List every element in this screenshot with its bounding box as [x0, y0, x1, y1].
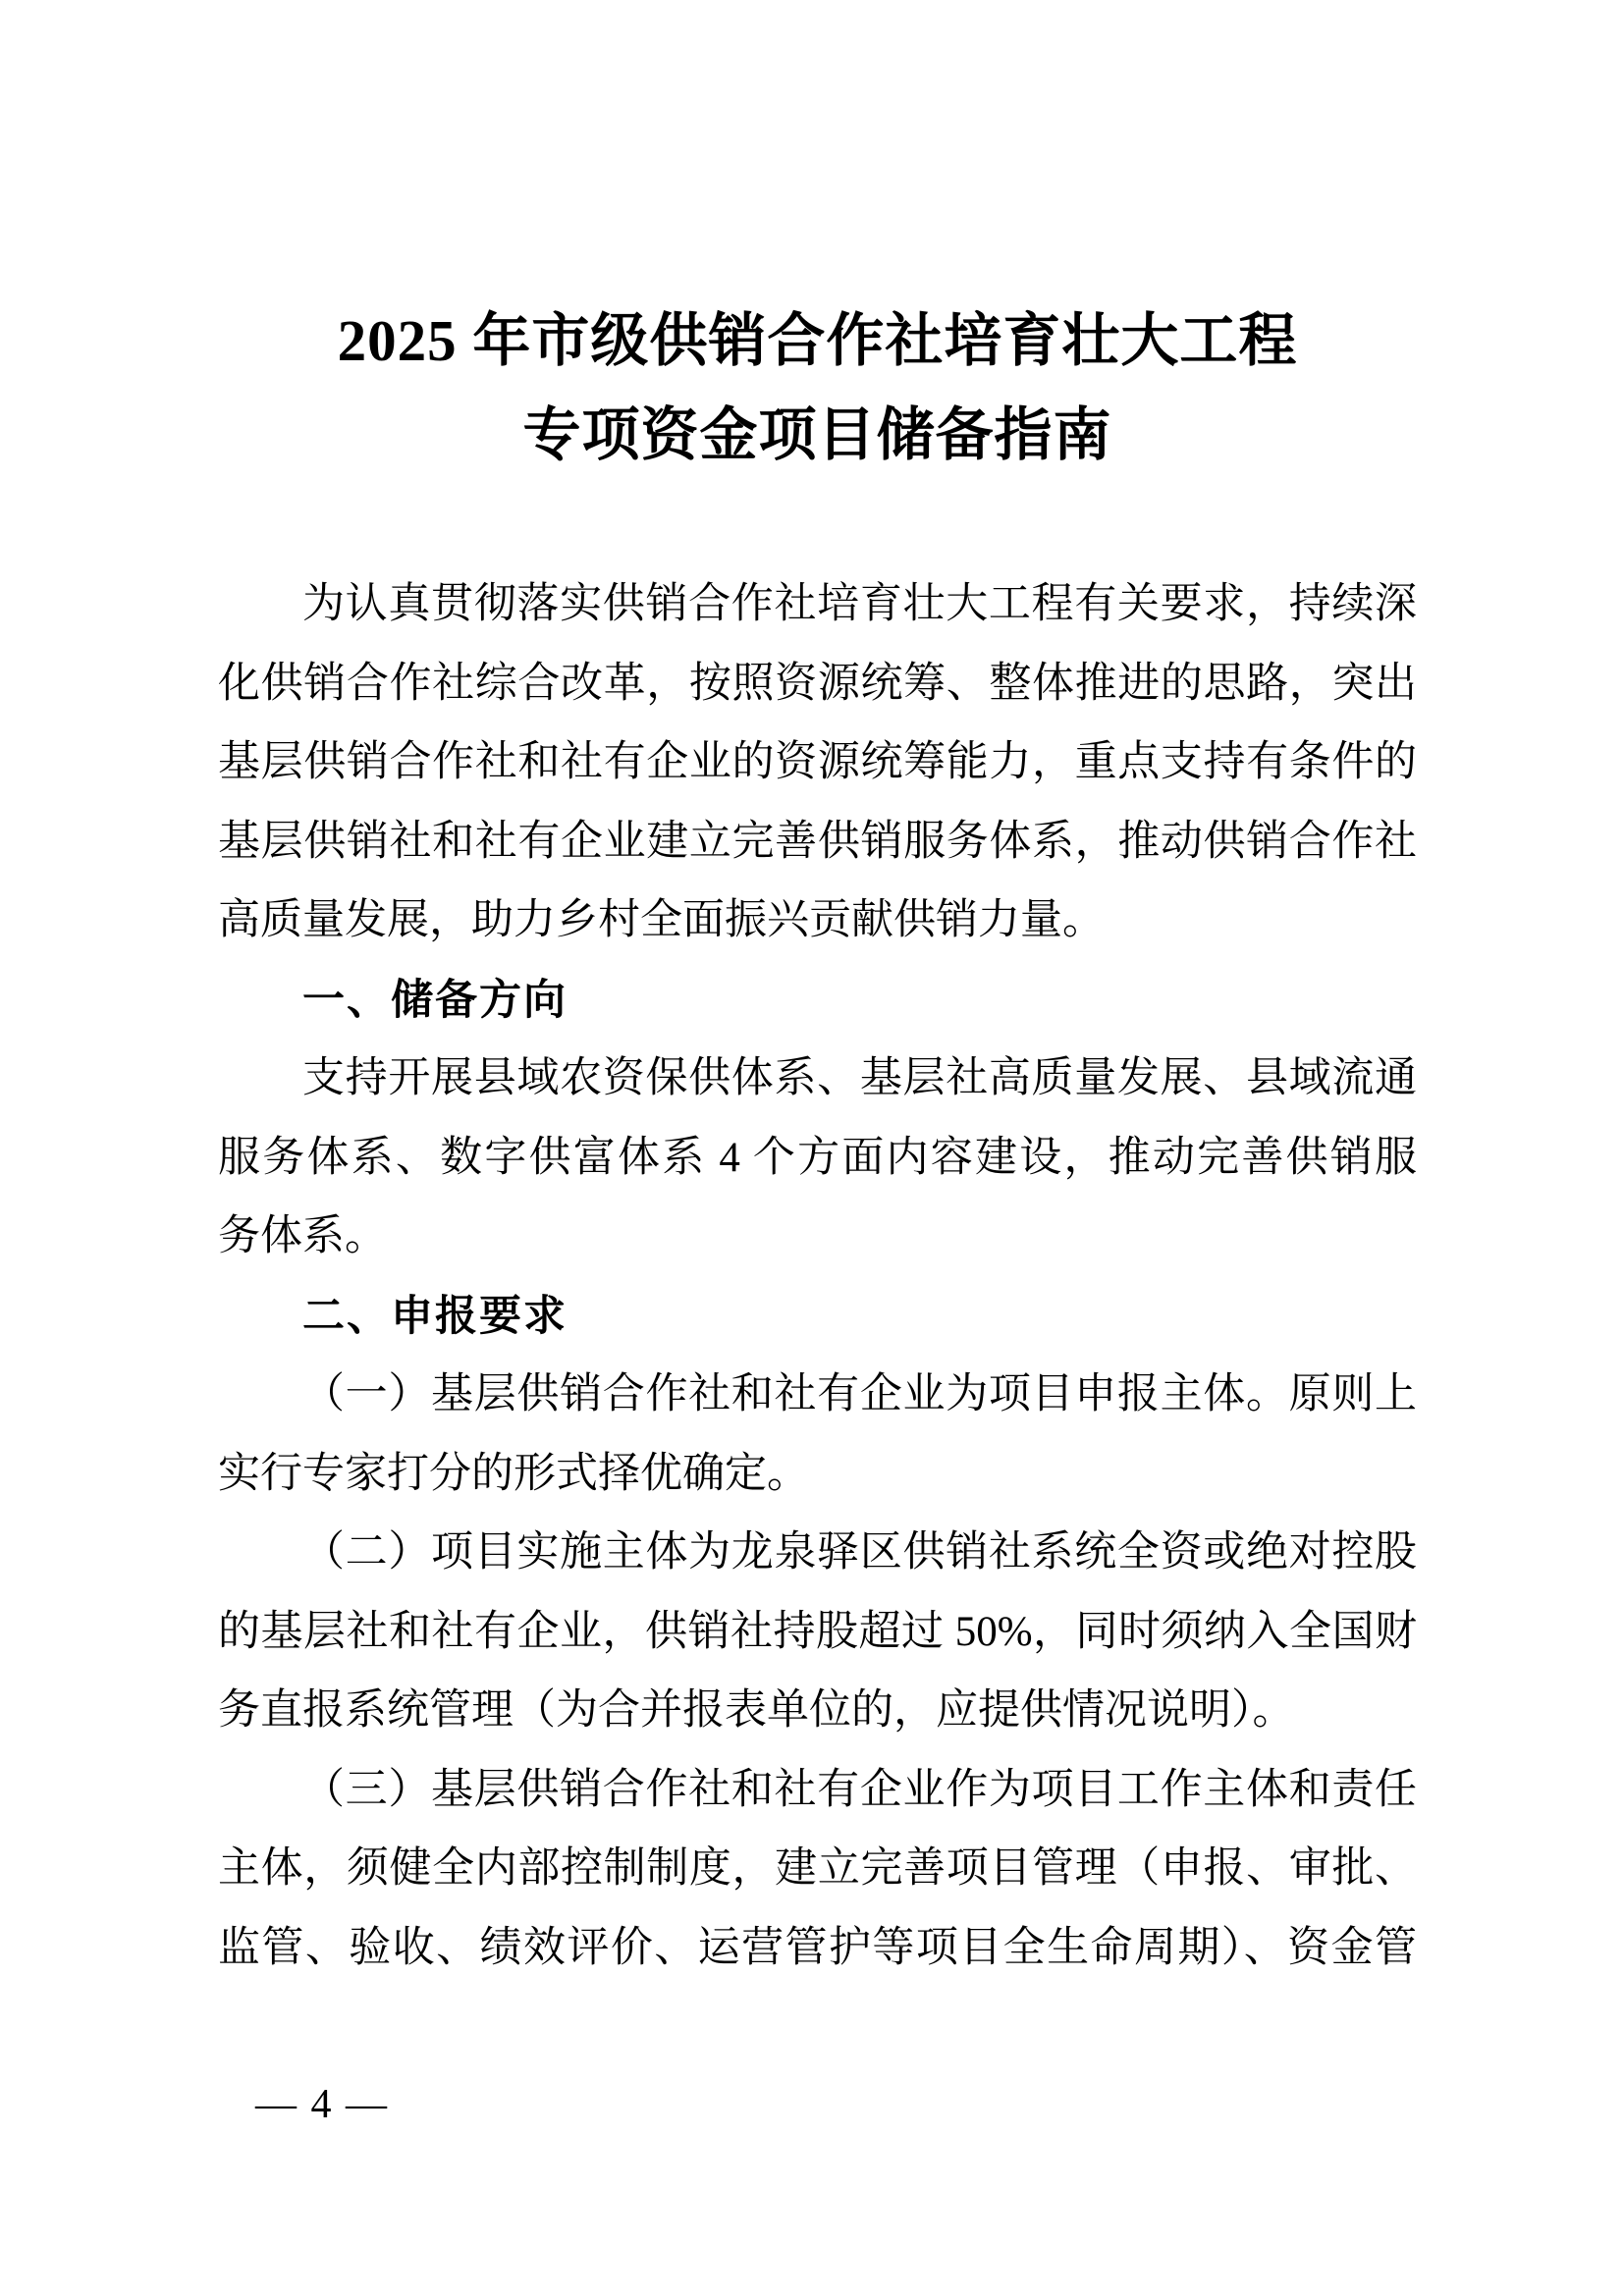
body-line: 务体系。 [218, 1213, 387, 1259]
body-line: 基层供销社和社有企业建立完善供销服务体系，推动供销合作社 [218, 818, 1417, 865]
document-body [218, 565, 1417, 1988]
body-line: 基层供销合作社和社有企业的资源统筹能力，重点支持有条件的 [218, 739, 1417, 785]
body-line: （二）项目实施主体为龙泉驿区供销社系统全资或绝对控股 [302, 1529, 1417, 1575]
body-line: 化供销合作社综合改革，按照资源统筹、整体推进的思路，突出 [218, 660, 1417, 707]
section-heading-reserve-direction: 一、储备方向 [302, 976, 568, 1024]
body-line: 支持开展县域农资保供体系、基层社高质量发展、县域流通 [302, 1055, 1417, 1101]
body-line: 主体，须健全内部控制制度，建立完善项目管理（申报、审批、 [218, 1845, 1417, 1892]
title-line-1: 2025 年市级供销合作社培育壮大工程 [337, 308, 1298, 373]
body-line: 高质量发展，助力乡村全面振兴贡献供销力量。 [218, 897, 1105, 943]
body-line: （一）基层供销合作社和社有企业为项目申报主体。原则上 [302, 1371, 1417, 1417]
page-number: — 4 — [255, 2082, 389, 2127]
body-line: 服务体系、数字供富体系 4 个方面内容建设，推动完善供销服 [218, 1134, 1417, 1181]
body-line: 实行专家打分的形式择优确定。 [218, 1450, 809, 1497]
title-line-2: 专项资金项目储备指南 [522, 402, 1112, 467]
body-line: 务直报系统管理（为合并报表单位的，应提供情况说明）。 [218, 1687, 1295, 1734]
document-title [218, 294, 1417, 482]
body-line: （三）基层供销合作社和社有企业作为项目工作主体和责任 [302, 1766, 1417, 1813]
body-line: 为认真贯彻落实供销合作社培育壮大工程有关要求，持续深 [302, 581, 1417, 627]
body-line: 的基层社和社有企业，供销社持股超过 50%，同时须纳入全国财 [218, 1608, 1417, 1655]
body-line: 监管、验收、绩效评价、运营管护等项目全生命周期）、资金管 [218, 1924, 1417, 1971]
section-heading-application-requirements: 二、申报要求 [302, 1292, 568, 1340]
